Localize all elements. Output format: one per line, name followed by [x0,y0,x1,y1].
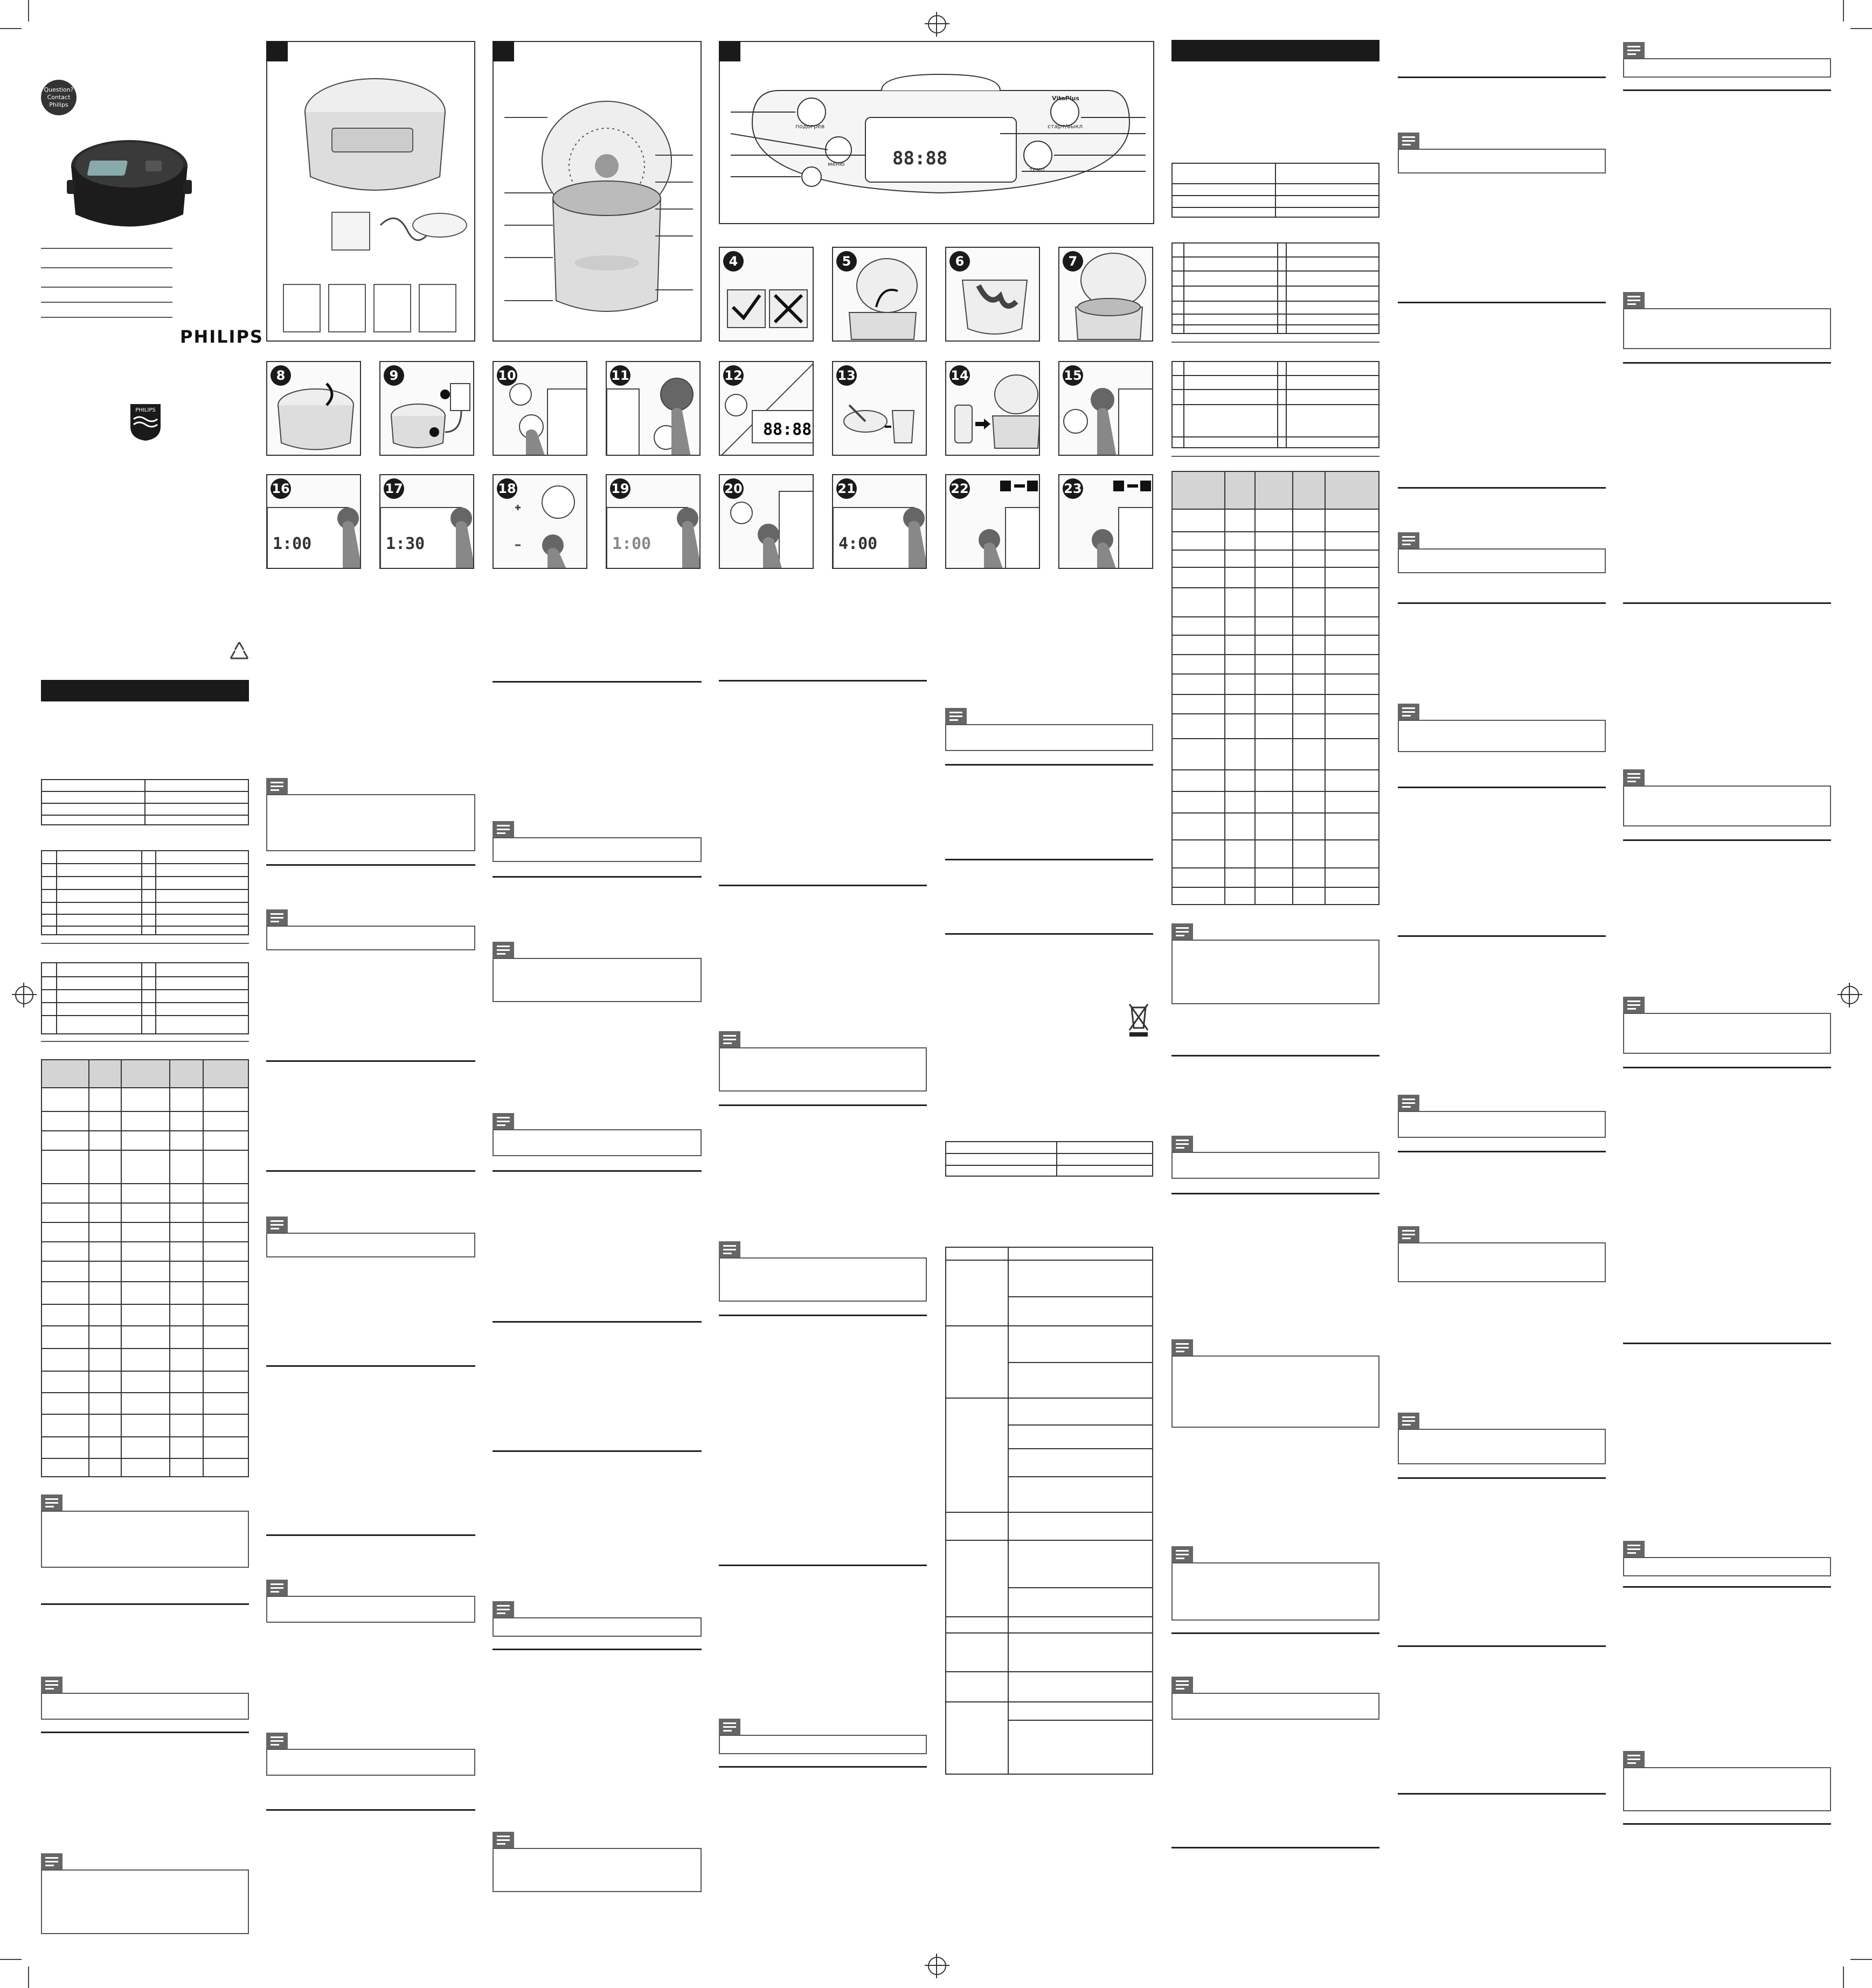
temp-label: темп [1029,166,1045,173]
display-130: 1:30 [386,534,425,553]
note-box [266,1733,475,1776]
note-box [41,1853,249,1934]
section-header-bar [41,680,249,701]
note-box [1171,1136,1379,1179]
note-box [1398,532,1606,573]
step-10: 10 [493,361,587,456]
step-20: 20 [719,474,814,569]
spec-table [41,962,249,1034]
note-box [493,1113,702,1156]
weee-bin-icon [1128,1002,1149,1038]
divider [493,1649,702,1650]
note-box [1623,769,1831,826]
step-19: 19 1:00 [606,474,701,569]
divider [719,1315,927,1316]
recycle-icon [227,640,251,664]
note-box [41,1495,249,1568]
spec-table [945,1141,1153,1177]
divider [1398,77,1606,78]
display-100: 1:00 [273,534,312,553]
note-box [266,778,475,851]
spec-table [1171,361,1379,448]
step-16: 16 1:00 [266,474,361,569]
divider [1398,935,1606,937]
divider [266,864,475,866]
divider [1398,1793,1606,1795]
figure-c-control-panel [719,41,1154,224]
note-box [719,1241,927,1302]
note-box [493,821,702,862]
divider [1623,1343,1831,1344]
crop-mark [0,1959,22,1960]
step-8: 8 [266,361,361,456]
figure-b [493,41,702,342]
divider [1623,1823,1831,1825]
registration-mark [15,986,33,1004]
menu-label: меню [828,161,845,168]
divider [41,1041,249,1042]
note-box [1623,1751,1831,1811]
program-table [1171,471,1379,905]
step-7: 7 [1058,247,1153,342]
note-box [1171,1546,1379,1621]
note-box [266,1217,475,1257]
start-label: старт/выкл [1048,123,1083,130]
divider [493,876,702,878]
step-17: 17 1:30 [379,474,474,569]
note-box [1398,1413,1606,1464]
badge-line: Question? [44,86,74,93]
divider [41,248,172,249]
note-box [1623,292,1831,349]
keep-warm-label: подогрев [795,123,825,130]
crop-mark [28,0,29,22]
step-12: 12 88:88 [719,361,814,456]
divider [945,764,1153,766]
divider [945,933,1153,935]
section-header-bar [1171,40,1379,61]
divider [41,317,172,318]
svg-text:PHILIPS: PHILIPS [135,407,156,413]
divider [1171,1847,1379,1848]
divider [41,287,172,288]
crop-mark [1843,0,1844,22]
crop-mark [1850,1959,1872,1960]
divider [1623,1067,1831,1068]
registration-mark [928,15,946,33]
divider [266,1534,475,1536]
step-14: 14 [945,361,1040,456]
divider [41,1603,249,1605]
divider [1398,787,1606,788]
step-15: 15 [1058,361,1153,456]
divider [1398,1645,1606,1647]
divider [1398,602,1606,604]
divider [1171,1193,1379,1194]
divider [493,681,702,683]
divider [945,859,1153,860]
divider [1171,1055,1379,1056]
divider [41,302,172,303]
note-box [719,1719,927,1754]
svg-text:88:88: 88:88 [763,420,812,439]
divider [1623,89,1831,91]
note-box [1623,42,1831,78]
divider [41,943,249,944]
step-23: 23 [1058,474,1153,569]
crop-mark [28,1966,29,1988]
divider [1623,362,1831,364]
question-badge [41,80,77,115]
spec-table [41,779,249,825]
note-box [1171,1677,1379,1720]
divider [41,1732,249,1733]
divider [1398,1477,1606,1479]
divider [1623,839,1831,841]
divider [719,1766,927,1768]
note-box [1398,1095,1606,1138]
step-18: 18 [493,474,587,569]
note-box [1171,923,1379,1004]
note-box [266,909,475,950]
divider [719,1565,927,1566]
registration-mark [1841,986,1859,1004]
philips-shield-icon [129,403,162,442]
step-5: 5 [832,247,927,342]
note-box [493,942,702,1002]
step-21: 21 4:00 [832,474,927,569]
crop-mark [0,28,22,29]
display-digits: 88:88 [892,148,948,169]
crop-mark [1850,28,1872,29]
note-box [493,1832,702,1892]
vitaplus-label: VitaPlus [1052,95,1079,102]
divider [719,1104,927,1106]
divider [266,1060,475,1062]
divider [493,1170,702,1172]
note-box [1623,1541,1831,1576]
note-box [1398,1226,1606,1282]
display-100-faded: 1:00 [612,534,651,553]
divider [1171,456,1379,457]
display-400: 4:00 [838,534,878,553]
divider [1623,602,1831,604]
note-box [1398,704,1606,752]
divider [1398,1151,1606,1152]
step-6: 6 [945,247,1040,342]
divider [1398,487,1606,489]
step-9: 9 [379,361,474,456]
note-box [493,1601,702,1637]
divider [1171,342,1379,343]
crop-mark [1843,1966,1844,1988]
divider [266,1809,475,1811]
divider [1171,1632,1379,1634]
divider [1623,1586,1831,1588]
note-box [41,1677,249,1720]
divider [41,267,172,268]
badge-line: Philips [49,101,68,108]
program-table [41,1059,249,1477]
figure-a [266,41,475,342]
troubleshooting-table [945,1247,1153,1775]
note-box [719,1031,927,1092]
note-box [1623,997,1831,1054]
spec-table [41,850,249,935]
divider [266,1170,475,1172]
step-13: 13 [832,361,927,456]
divider [719,885,927,886]
note-box [266,1580,475,1623]
badge-line: Contact [47,94,71,101]
divider [266,1365,475,1367]
divider [493,1321,702,1323]
divider [493,1450,702,1452]
step-4: 4 [719,247,814,342]
divider [719,680,927,682]
spec-table [1171,242,1379,334]
note-box [1398,133,1606,173]
step-22: 22 [945,474,1040,569]
step-11: 11 [606,361,701,456]
philips-logo: PHILIPS [180,326,264,347]
spec-table [1171,163,1379,218]
note-box [1171,1339,1379,1428]
note-box [945,708,1153,751]
registration-mark [928,1957,946,1975]
product-image [65,128,194,236]
divider [1398,302,1606,303]
